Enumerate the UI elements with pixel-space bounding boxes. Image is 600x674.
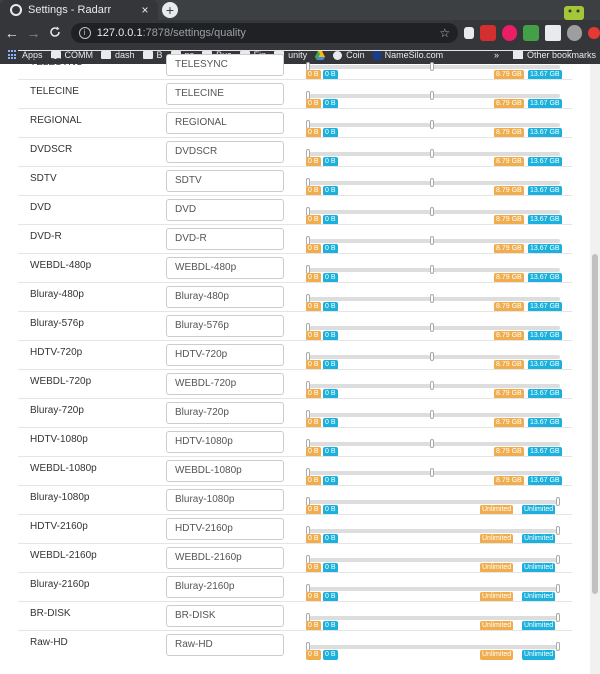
max-size-per-hour-badge: 13.67 GB (530, 448, 560, 455)
bookmark-label: Coin (346, 50, 365, 60)
min-size-badge: 0 B (308, 506, 319, 513)
quality-title-input[interactable]: HDTV-720p (166, 344, 284, 366)
min-size-badge: 0 B (308, 129, 319, 136)
max-size-handle[interactable] (556, 642, 560, 651)
max-size-badge: 8.79 GB (496, 477, 522, 484)
min-size-badge: 0 B (308, 216, 319, 223)
other-bookmarks[interactable]: Other bookmarks (526, 50, 596, 60)
preferred-size-badge: 0 B (325, 390, 336, 397)
preferred-size-badge: 0 B (325, 245, 336, 252)
max-size-handle[interactable] (430, 91, 434, 100)
preferred-size-badge: 0 B (325, 158, 336, 165)
max-size-handle[interactable] (430, 294, 434, 303)
page-scrollbar[interactable] (590, 64, 600, 674)
tab-strip (0, 0, 600, 20)
android-mascot-icon (554, 0, 594, 20)
bookmark-label: B (156, 50, 163, 60)
forward-button[interactable]: → (26, 25, 41, 41)
max-size-badge: 8.79 GB (496, 448, 522, 455)
quality-title-input[interactable]: Bluray-2160p (166, 576, 284, 598)
min-size-badge: 0 B (308, 564, 319, 571)
max-size-badge: 8.79 GB (496, 71, 522, 78)
max-size-handle[interactable] (430, 352, 434, 361)
size-slider-track[interactable] (306, 587, 560, 591)
preferred-size-badge: 0 B (325, 506, 336, 513)
quality-title-input[interactable]: TELESYNC (166, 54, 284, 76)
quality-title-input[interactable]: TELECINE (166, 83, 284, 105)
quality-row (18, 50, 572, 79)
max-size-per-hour-badge: 13.67 GB (530, 187, 560, 194)
max-size-badge: 8.79 GB (496, 129, 522, 136)
quality-name: REGIONAL (30, 115, 82, 126)
max-size-per-hour-badge: 13.67 GB (530, 332, 560, 339)
apps-grid-icon (8, 50, 18, 60)
max-size-badge: 8.79 GB (496, 158, 522, 165)
preferred-size-badge: 0 B (325, 187, 336, 194)
max-size-per-hour-badge: 13.67 GB (530, 71, 560, 78)
max-size-per-hour-badge: Unlimited (524, 593, 554, 600)
quality-row (18, 398, 572, 427)
min-size-badge: 0 B (308, 477, 319, 484)
quality-name: Raw-HD (30, 637, 68, 648)
preferred-size-badge: 0 B (325, 448, 336, 455)
quality-name: HDTV-1080p (30, 434, 88, 445)
extension-green-icon[interactable] (523, 25, 539, 41)
max-size-per-hour-badge: Unlimited (524, 506, 554, 513)
min-size-badge: 0 B (308, 100, 319, 107)
quality-name: Bluray-720p (30, 405, 84, 416)
size-slider-track[interactable] (306, 500, 560, 504)
browser-toolbar (0, 20, 600, 46)
preferred-size-badge: 0 B (325, 303, 336, 310)
quality-title-input[interactable]: Bluray-480p (166, 286, 284, 308)
bookmark-label: COMM (64, 50, 94, 60)
quality-title-input[interactable]: BR-DISK (166, 605, 284, 627)
max-size-per-hour-badge: 13.67 GB (530, 303, 560, 310)
min-size-badge: 0 B (308, 245, 319, 252)
quality-row (18, 253, 572, 282)
preferred-size-badge: 0 B (325, 332, 336, 339)
max-size-badge: 8.79 GB (496, 303, 522, 310)
quality-definitions-page (0, 57, 590, 674)
size-slider-track[interactable] (306, 645, 560, 649)
max-size-handle[interactable] (430, 236, 434, 245)
bookmark-label: dash (115, 50, 135, 60)
quality-title-input[interactable]: DVDSCR (166, 141, 284, 163)
url-host: 127.0.0.1 (96, 27, 143, 39)
quality-name: WEBDL-480p (30, 260, 92, 271)
back-button[interactable]: ← (4, 25, 19, 41)
quality-name: TELESYNC (30, 57, 83, 68)
max-size-badge: Unlimited (482, 622, 512, 629)
quality-row (18, 166, 572, 195)
bookmark-label: unity (288, 50, 308, 60)
max-size-handle[interactable] (430, 410, 434, 419)
quality-name: WEBDL-1080p (30, 463, 97, 474)
max-size-badge: Unlimited (482, 535, 512, 542)
max-size-badge: 8.79 GB (496, 390, 522, 397)
max-size-per-hour-badge: 13.67 GB (530, 419, 560, 426)
max-size-badge: 8.79 GB (496, 332, 522, 339)
quality-name: Bluray-576p (30, 318, 84, 329)
max-size-badge: 8.79 GB (496, 361, 522, 368)
quality-row (18, 282, 572, 311)
max-size-handle[interactable] (556, 497, 560, 506)
preferred-size-badge: 0 B (325, 71, 336, 78)
bookmark-label: NameSilo.com (384, 50, 444, 60)
size-slider-track[interactable] (306, 529, 560, 533)
quality-title-input[interactable]: REGIONAL (166, 112, 284, 134)
max-size-badge: 8.79 GB (496, 100, 522, 107)
preferred-size-badge: 0 B (325, 129, 336, 136)
min-size-badge: 0 B (308, 187, 319, 194)
quality-title-input[interactable]: WEBDL-720p (166, 373, 284, 395)
max-size-badge: 8.79 GB (496, 187, 522, 194)
quality-row (18, 601, 572, 630)
size-slider-track[interactable] (306, 558, 560, 562)
quality-row (18, 224, 572, 253)
extension-gmail-icon[interactable] (480, 25, 496, 41)
max-size-per-hour-badge: 13.67 GB (530, 245, 560, 252)
max-size-per-hour-badge: 13.67 GB (530, 274, 560, 281)
max-size-badge: Unlimited (482, 593, 512, 600)
max-size-per-hour-badge: 13.67 GB (530, 216, 560, 223)
max-size-handle[interactable] (430, 178, 434, 187)
quality-row (18, 195, 572, 224)
quality-title-input[interactable]: DVD-R (166, 228, 284, 250)
quality-title-input[interactable]: Bluray-576p (166, 315, 284, 337)
quality-name: WEBDL-720p (30, 376, 92, 387)
preferred-size-badge: 0 B (325, 216, 336, 223)
preferred-size-badge: 0 B (325, 593, 336, 600)
min-size-badge: 0 B (308, 390, 319, 397)
max-size-handle[interactable] (430, 468, 434, 477)
max-size-badge: 8.79 GB (496, 419, 522, 426)
min-size-badge: 0 B (308, 622, 319, 629)
new-tab-button[interactable]: + (162, 2, 178, 18)
quality-name: HDTV-720p (30, 347, 83, 358)
preferred-size-badge: 0 B (325, 419, 336, 426)
min-size-badge: 0 B (308, 158, 319, 165)
quality-title-input[interactable]: Raw-HD (166, 634, 284, 656)
quality-row (18, 543, 572, 572)
min-size-badge: 0 B (308, 448, 319, 455)
max-size-handle[interactable] (430, 120, 434, 129)
quality-row (18, 369, 572, 398)
preferred-size-badge: 0 B (325, 361, 336, 368)
max-size-handle[interactable] (556, 555, 560, 564)
max-size-per-hour-badge: Unlimited (524, 564, 554, 571)
reload-button[interactable] (45, 23, 65, 43)
quality-name: Bluray-480p (30, 289, 84, 300)
quality-row (18, 311, 572, 340)
tab-title: Settings - Radarr (28, 4, 112, 16)
max-size-per-hour-badge: 13.67 GB (530, 361, 560, 368)
quality-name: DVDSCR (30, 144, 73, 155)
bookmarks-overflow-button[interactable]: » (493, 50, 499, 60)
max-size-handle[interactable] (430, 439, 434, 448)
quality-name: Bluray-2160p (30, 579, 90, 590)
max-size-handle[interactable] (430, 381, 434, 390)
cast-icon[interactable] (464, 27, 474, 39)
max-size-per-hour-badge: 13.67 GB (530, 390, 560, 397)
quality-row (18, 456, 572, 485)
quality-row (18, 137, 572, 166)
max-size-badge: 8.79 GB (496, 245, 522, 252)
scrollbar-thumb[interactable] (592, 254, 598, 594)
quality-name: TELECINE (30, 86, 79, 97)
quality-name: HDTV-2160p (30, 521, 88, 532)
max-size-handle[interactable] (430, 265, 434, 274)
quality-row (18, 108, 572, 137)
quality-row (18, 485, 572, 514)
close-tab-icon[interactable]: × (141, 3, 149, 17)
radarr-favicon-icon (10, 4, 22, 16)
max-size-handle[interactable] (430, 62, 434, 71)
reload-icon (49, 26, 61, 38)
min-size-badge: 0 B (308, 651, 319, 658)
quality-title-input[interactable]: HDTV-1080p (166, 431, 284, 453)
quality-name: WEBDL-2160p (30, 550, 97, 561)
url-path: :7878/settings/quality (142, 27, 246, 39)
max-size-per-hour-badge: 13.67 GB (530, 477, 560, 484)
max-size-handle[interactable] (556, 526, 560, 535)
preferred-size-badge: 0 B (325, 535, 336, 542)
quality-row (18, 514, 572, 543)
quality-row (18, 340, 572, 369)
quality-title-input[interactable]: WEBDL-2160p (166, 547, 284, 569)
quality-title-input[interactable]: DVD (166, 199, 284, 221)
max-size-per-hour-badge: 13.67 GB (530, 158, 560, 165)
quality-row (18, 427, 572, 456)
max-size-badge: Unlimited (482, 564, 512, 571)
quality-title-input[interactable]: WEBDL-480p (166, 257, 284, 279)
max-size-per-hour-badge: 13.67 GB (530, 129, 560, 136)
quality-name: DVD (30, 202, 52, 213)
quality-name: BR-DISK (30, 608, 71, 619)
preferred-size-badge: 0 B (325, 477, 336, 484)
max-size-handle[interactable] (430, 323, 434, 332)
preferred-size-badge: 0 B (325, 622, 336, 629)
min-size-badge: 0 B (308, 303, 319, 310)
browser-tab[interactable] (0, 0, 158, 20)
max-size-badge: Unlimited (482, 651, 512, 658)
max-size-handle[interactable] (430, 149, 434, 158)
max-size-badge: 8.79 GB (496, 216, 522, 223)
quality-name: DVD-R (30, 231, 62, 242)
max-size-per-hour-badge: 13.67 GB (530, 100, 560, 107)
preferred-size-badge: 0 B (325, 564, 336, 571)
quality-title-input[interactable]: Bluray-1080p (166, 489, 284, 511)
bookmark-star-icon[interactable]: ☆ (439, 26, 451, 40)
max-size-handle[interactable] (430, 207, 434, 216)
min-size-badge: 0 B (308, 535, 319, 542)
quality-title-input[interactable]: SDTV (166, 170, 284, 192)
max-size-per-hour-badge: Unlimited (524, 622, 554, 629)
min-size-badge: 0 B (308, 419, 319, 426)
min-size-badge: 0 B (308, 71, 319, 78)
preferred-size-badge: 0 B (325, 100, 336, 107)
max-size-badge: 8.79 GB (496, 274, 522, 281)
min-size-badge: 0 B (308, 593, 319, 600)
size-slider-track[interactable] (306, 616, 560, 620)
max-size-handle[interactable] (556, 584, 560, 593)
preferred-size-badge: 0 B (325, 274, 336, 281)
address-bar[interactable] (71, 23, 458, 43)
quality-row (18, 630, 572, 659)
extension-pinterest-icon[interactable] (502, 25, 518, 41)
max-size-per-hour-badge: Unlimited (524, 651, 554, 658)
quality-title-input[interactable]: Bluray-720p (166, 402, 284, 424)
quality-row (18, 572, 572, 601)
quality-row (18, 79, 572, 108)
bookmark-label: Apps (22, 50, 43, 60)
min-size-badge: 0 B (308, 274, 319, 281)
quality-name: SDTV (30, 173, 57, 184)
extension-puzzle-icon[interactable] (545, 25, 561, 41)
min-size-badge: 0 B (308, 361, 319, 368)
profile-avatar[interactable] (567, 25, 583, 41)
max-size-badge: Unlimited (482, 506, 512, 513)
max-size-per-hour-badge: Unlimited (524, 535, 554, 542)
quality-name: Bluray-1080p (30, 492, 90, 503)
extension-red-icon[interactable] (588, 27, 600, 39)
max-size-handle[interactable] (556, 613, 560, 622)
quality-title-input[interactable]: WEBDL-1080p (166, 460, 284, 482)
quality-title-input[interactable]: HDTV-2160p (166, 518, 284, 540)
preferred-size-badge: 0 B (325, 651, 336, 658)
min-size-badge: 0 B (308, 332, 319, 339)
site-info-icon[interactable]: i (79, 27, 91, 39)
